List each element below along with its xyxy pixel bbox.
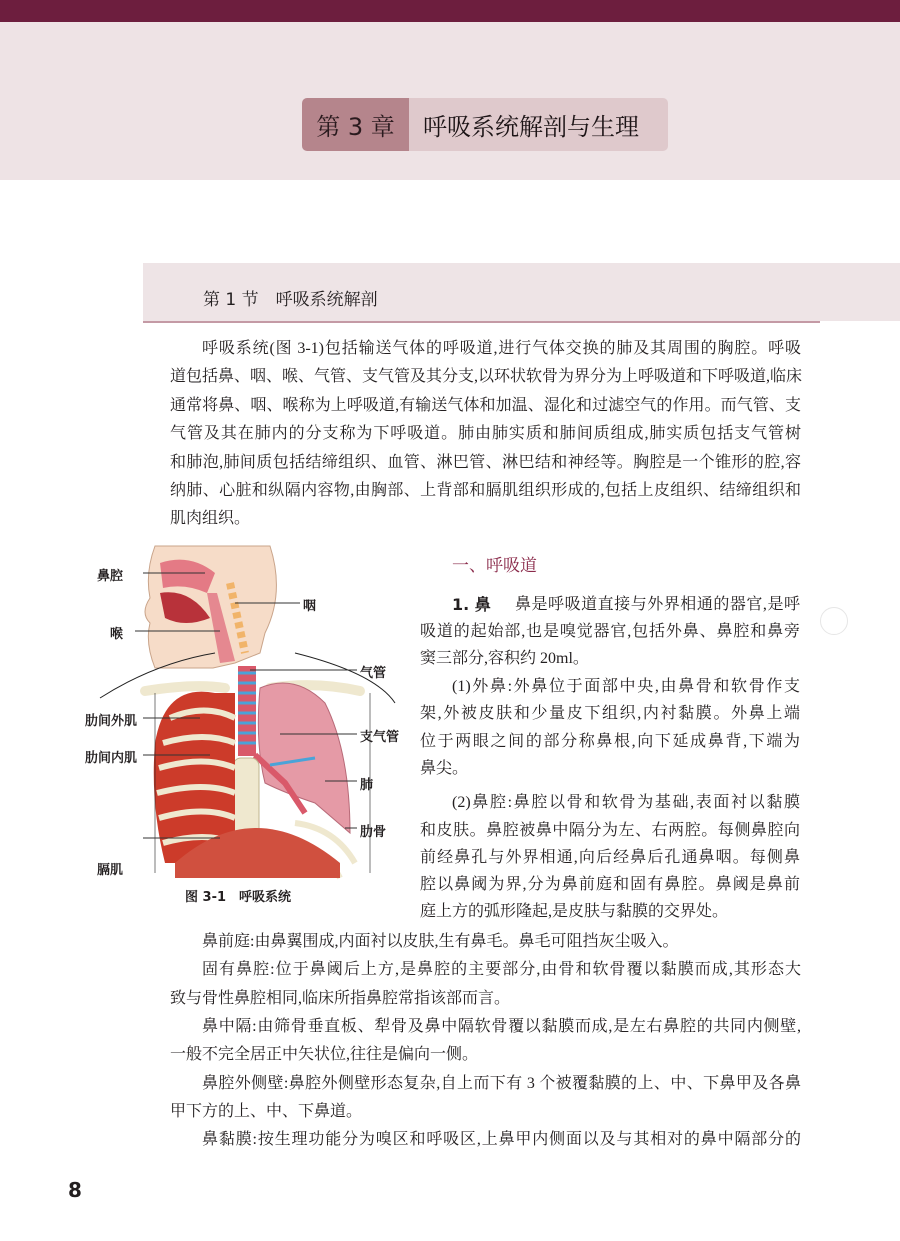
text-line: 鼻中隔:由筛骨垂直板、犁骨及鼻中隔软骨覆以黏膜而成,是左右鼻腔的共同内侧壁, bbox=[202, 1017, 801, 1035]
chapter-number: 第 3 章 bbox=[302, 98, 409, 151]
text-line: 位于两眼之间的部分称鼻根,向下延成鼻背,下端为 bbox=[420, 733, 800, 750]
section-title: 第 1 节 呼吸系统解剖 bbox=[203, 290, 378, 310]
label-pharynx: 咽 bbox=[303, 599, 317, 614]
text-line: 鼻尖。 bbox=[420, 760, 469, 777]
text-line: 呼吸系统(图 3-1)包括输送气体的呼吸道,进行气体交换的肺及其周围的胸腔。呼吸 bbox=[202, 340, 801, 357]
text-line: 道包括鼻、咽、喉、气管、支气管及其分支,以环状软骨为界分为上呼吸道和下呼吸道,临床 bbox=[170, 368, 803, 386]
text-line: 和肺泡,肺间质包括结缔组织、血管、淋巴管、淋巴结和神经等。胸腔是一个锥形的腔,容 bbox=[170, 453, 801, 471]
top-color-bar bbox=[0, 0, 900, 22]
text-line: 甲下方的上、中、下鼻道。 bbox=[170, 1102, 363, 1120]
label-bronchus: 支气管 bbox=[360, 730, 400, 745]
text-line: 纳肺、心脏和纵隔内容物,由胸部、上背部和膈肌组织形成的,包括上皮组织、结缔组织和 bbox=[170, 482, 801, 499]
chapter-title: 呼吸系统解剖与生理 bbox=[409, 98, 668, 151]
subheading: 一、呼吸道 bbox=[452, 556, 537, 576]
label-trachea: 气管 bbox=[360, 666, 387, 681]
text-line: 通常将鼻、咽、喉称为上呼吸道,有输送气体和加温、湿化和过滤空气的作用。而气管、支 bbox=[170, 396, 801, 414]
text-line: 一般不完全居正中矢状位,往往是偏向一侧。 bbox=[170, 1046, 479, 1064]
text-line: 庭上方的弧形隆起,是皮肤与黏膜的交界处。 bbox=[420, 903, 729, 920]
label-rib: 肋骨 bbox=[360, 825, 387, 840]
label-internal-intercostal: 肋间内肌 bbox=[85, 751, 138, 766]
text-line: (1)外鼻:外鼻位于面部中央,由鼻骨和软骨作支 bbox=[452, 678, 800, 695]
chapter-title-box bbox=[302, 98, 668, 151]
label-diaphragm: 膈肌 bbox=[97, 863, 124, 878]
watermark-stamp-icon bbox=[820, 607, 848, 635]
text-line: 气管及其在肺内的分支称为下呼吸道。肺由肺实质和肺间质组成,肺实质包括支气管树 bbox=[170, 425, 801, 443]
text-line: 窦三部分,容积约 20ml。 bbox=[420, 650, 589, 667]
text-line: (2)鼻腔:鼻腔以骨和软骨为基础,表面衬以黏膜 bbox=[452, 794, 800, 811]
text-line: 肌肉组织。 bbox=[170, 510, 251, 528]
text-line: 前经鼻孔与外界相通,向后经鼻后孔通鼻咽。每侧鼻 bbox=[420, 849, 800, 866]
page-number: 8 bbox=[68, 1178, 82, 1202]
text-line: 鼻是呼吸道直接与外界相通的器官,是呼 bbox=[515, 596, 800, 613]
section-underline bbox=[143, 321, 820, 323]
figure-caption: 图 3-1 呼吸系统 bbox=[185, 890, 292, 905]
text-line: 和皮肤。鼻腔被鼻中隔分为左、右两腔。每侧鼻腔向 bbox=[420, 822, 800, 839]
nose-heading: 1. 鼻 bbox=[452, 595, 491, 614]
label-lung: 肺 bbox=[360, 778, 374, 793]
label-external-intercostal: 肋间外肌 bbox=[85, 714, 138, 729]
text-line: 鼻腔外侧壁:鼻腔外侧壁形态复杂,自上而下有 3 个被覆黏膜的上、中、下鼻甲及各鼻 bbox=[202, 1074, 801, 1092]
text-line: 致与骨性鼻腔相同,临床所指鼻腔常指该部而言。 bbox=[170, 989, 511, 1007]
text-line: 架,外被皮肤和少量皮下组织,内衬黏膜。外鼻上端 bbox=[420, 705, 800, 722]
label-larynx: 喉 bbox=[110, 627, 124, 642]
label-nasal-cavity: 鼻腔 bbox=[97, 569, 124, 584]
text-line: 腔以鼻阈为界,分为鼻前庭和固有鼻腔。鼻阈是鼻前 bbox=[420, 876, 800, 893]
text-line: 吸道的起始部,也是嗅觉器官,包括外鼻、鼻腔和鼻旁 bbox=[420, 623, 800, 640]
text-line: 固有鼻腔:位于鼻阈后上方,是鼻腔的主要部分,由骨和软骨覆以黏膜而成,其形态大 bbox=[202, 961, 801, 979]
text-line: 鼻黏膜:按生理功能分为嗅区和呼吸区,上鼻甲内侧面以及与其相对的鼻中隔部分的 bbox=[202, 1131, 801, 1149]
text-line: 鼻前庭:由鼻翼围成,内面衬以皮肤,生有鼻毛。鼻毛可阻挡灰尘吸入。 bbox=[202, 933, 679, 950]
